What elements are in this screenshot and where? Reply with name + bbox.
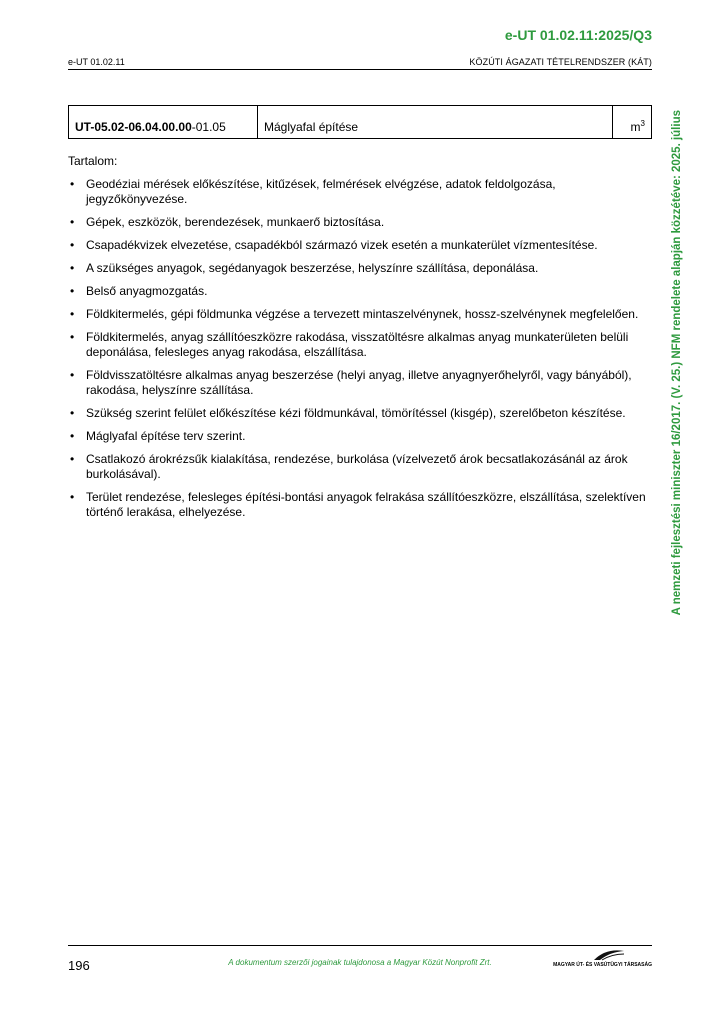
list-item bbox=[68, 490, 652, 520]
list-item-text: Földkitermelés, anyag szállítóeszközre rakodása, visszatöltésre alkalmas anyag munkaterületen belüli deponálása, felesleges anyag rakodása, elszállítása. bbox=[86, 330, 629, 359]
list-item-text: A szükséges anyagok, segédanyagok beszerzése, helyszínre szállítása, deponálása. bbox=[86, 261, 539, 275]
side-note bbox=[657, 96, 697, 630]
list-item bbox=[68, 238, 652, 253]
item-title-cell bbox=[258, 106, 613, 139]
logo-text: MAGYAR ÚT- ÉS VASÚTÜGYI TÁRSASÁG bbox=[553, 962, 652, 968]
list-item bbox=[68, 429, 652, 444]
bullet-icon: • bbox=[70, 330, 75, 344]
list-item bbox=[68, 284, 652, 299]
content-section bbox=[68, 154, 652, 528]
bullet-icon: • bbox=[70, 406, 75, 420]
list-item-text: Földvisszatöltésre alkalmas anyag beszerzése (helyi anyag, illetve anyagnyerőhelyről, vagy bányából), rakodása, helyszínre szállítása. bbox=[86, 368, 632, 397]
content-list bbox=[68, 177, 652, 520]
list-item bbox=[68, 368, 652, 398]
page-number: 196 bbox=[68, 958, 90, 973]
bullet-icon: • bbox=[70, 490, 75, 504]
item-code-suffix: -01.05 bbox=[191, 120, 226, 134]
page-header bbox=[68, 57, 652, 70]
bullet-icon: • bbox=[70, 177, 75, 191]
bullet-icon: • bbox=[70, 261, 75, 275]
list-item-text: Gépek, eszközök, berendezések, munkaerő biztosítása. bbox=[86, 215, 385, 229]
bullet-icon: • bbox=[70, 215, 75, 229]
header-left: e-UT 01.02.11 bbox=[68, 57, 125, 67]
content-label: Tartalom: bbox=[68, 154, 118, 168]
list-item bbox=[68, 261, 652, 276]
road-logo-icon bbox=[592, 948, 626, 962]
item-code-cell bbox=[69, 106, 258, 139]
list-item bbox=[68, 215, 652, 230]
list-item-text: Belső anyagmozgatás. bbox=[86, 284, 208, 298]
document-code: e-UT 01.02.11:2025/Q3 bbox=[504, 27, 652, 43]
list-item-text: Terület rendezése, felesleges építési-bontási anyagok felrakása szállítóeszközre, elszállítása, szelektíven történő lerakása, elhelyezése. bbox=[86, 490, 646, 519]
organization-logo bbox=[553, 948, 652, 972]
bullet-icon: • bbox=[70, 429, 75, 443]
item-code-main: UT-05.02-06.04.00.00 bbox=[75, 120, 192, 134]
header-right: KÖZÚTI ÁGAZATI TÉTELRENDSZER (KÁT) bbox=[469, 57, 652, 67]
page-footer bbox=[68, 945, 652, 976]
list-item bbox=[68, 452, 652, 482]
bullet-icon: • bbox=[70, 238, 75, 252]
item-unit-exp: 3 bbox=[640, 119, 645, 128]
list-item bbox=[68, 406, 652, 421]
list-item-text: Földkitermelés, gépi földmunka végzése a tervezett mintaszelvénynek, hossz-szelvénynek megfelelően. bbox=[86, 307, 639, 321]
item-unit-base: m bbox=[630, 120, 641, 134]
list-item-text: Csatlakozó árokrézsűk kialakítása, rendezése, burkolása (vízelvezető árok becsatlakozásánál az árok burkolásával). bbox=[86, 452, 628, 481]
side-note-text: A nemzeti fejlesztési miniszter 16/2017. (V. 25.) NFM rendelete alapján közzétéve: 2025. július bbox=[671, 110, 683, 616]
bullet-icon: • bbox=[70, 307, 75, 321]
copyright-notice: A dokumentum szerzői jogainak tulajdonosa a Magyar Közút Nonprofit Zrt. bbox=[228, 958, 492, 967]
list-item-text: Szükség szerint felület előkészítése kézi földmunkával, tömörítéssel (kisgép), szerelőbeton készítése. bbox=[86, 406, 626, 420]
list-item bbox=[68, 307, 652, 322]
list-item bbox=[68, 177, 652, 207]
list-item-text: Csapadékvizek elvezetése, csapadékból származó vizek esetén a munkaterület vízmentesítése. bbox=[86, 238, 598, 252]
list-item-text: Geodéziai mérések előkészítése, kitűzések, felmérések elvégzése, adatok feldolgozása, jegyzőkönyvezése. bbox=[86, 177, 556, 206]
item-unit-cell bbox=[613, 106, 652, 139]
bullet-icon: • bbox=[70, 368, 75, 382]
item-title: Máglyafal építése bbox=[264, 120, 359, 134]
bullet-icon: • bbox=[70, 284, 75, 298]
list-item-text: Máglyafal építése terv szerint. bbox=[86, 429, 246, 443]
bullet-icon: • bbox=[70, 452, 75, 466]
list-item bbox=[68, 330, 652, 360]
item-table bbox=[68, 105, 652, 139]
